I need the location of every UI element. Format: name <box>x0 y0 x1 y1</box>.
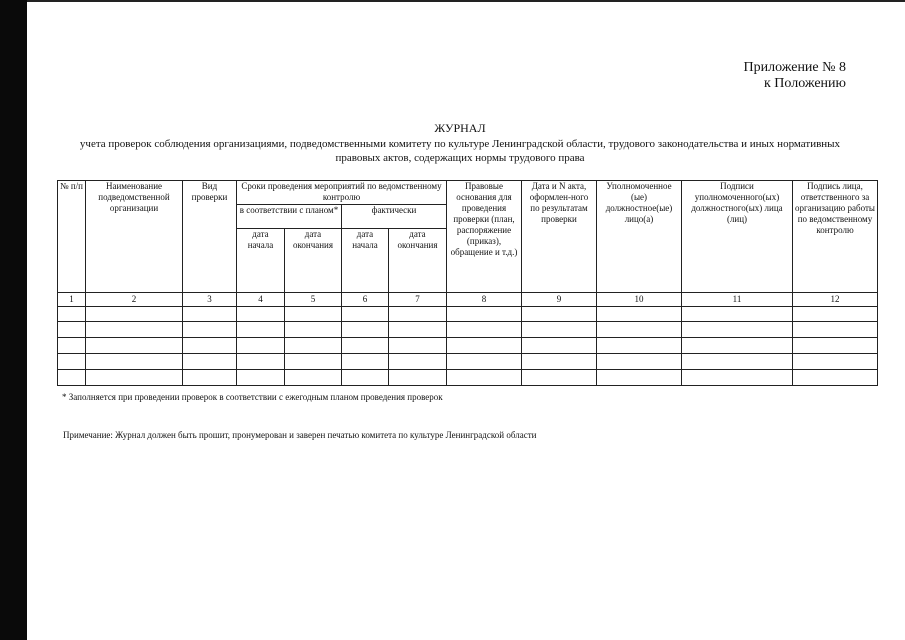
appendix-regulation: к Положению <box>763 76 846 91</box>
empty-cell <box>342 338 389 354</box>
empty-row <box>58 338 878 354</box>
column-number: 4 <box>237 293 285 307</box>
empty-cell <box>682 370 793 386</box>
empty-cell <box>237 370 285 386</box>
header-start-plan: дата начала <box>237 229 285 293</box>
empty-cell <box>597 370 682 386</box>
empty-cell <box>86 307 183 322</box>
empty-cell <box>58 354 86 370</box>
empty-cell <box>793 322 878 338</box>
column-number: 6 <box>342 293 389 307</box>
header-end-actual: дата окончания <box>389 229 447 293</box>
empty-cell <box>522 307 597 322</box>
empty-cell <box>58 370 86 386</box>
header-terms: Сроки проведения мероприятий по ведомственному контролю <box>237 181 447 205</box>
column-number-row <box>58 293 878 307</box>
empty-cell <box>237 338 285 354</box>
empty-cell <box>389 354 447 370</box>
column-number: 12 <box>793 293 878 307</box>
empty-cell <box>285 354 342 370</box>
empty-cell <box>389 322 447 338</box>
empty-cell <box>522 354 597 370</box>
column-number: 10 <box>597 293 682 307</box>
empty-cell <box>183 322 237 338</box>
empty-cell <box>86 370 183 386</box>
empty-cell <box>597 322 682 338</box>
header-official: Уполномоченное (ые) должностное(ые) лицо(а) <box>597 181 682 293</box>
empty-cell <box>682 322 793 338</box>
header-num: № п/п <box>58 181 86 293</box>
empty-cell <box>237 307 285 322</box>
appendix-number: Приложение № 8 <box>743 60 846 75</box>
header-actual: фактически <box>342 205 447 229</box>
document-subtitle: учета проверок соблюдения организациями, подведомственными комитету по культуре Ленинградской области, трудового законодательства и иных нормативных правовых актов, содержащих нормы трудового права <box>79 138 841 164</box>
header-org: Наименование подведомственной организации <box>86 181 183 293</box>
empty-row <box>58 370 878 386</box>
column-number: 8 <box>447 293 522 307</box>
empty-row <box>58 354 878 370</box>
header-signatures: Подписи уполномоченного(ых) должностного(ых) лица (лиц) <box>682 181 793 293</box>
column-number: 11 <box>682 293 793 307</box>
empty-cell <box>682 307 793 322</box>
empty-cell <box>342 307 389 322</box>
empty-cell <box>285 370 342 386</box>
empty-cell <box>447 338 522 354</box>
empty-cell <box>389 338 447 354</box>
header-by-plan: в соответствии с планом* <box>237 205 342 229</box>
header-start-actual: дата начала <box>342 229 389 293</box>
empty-cell <box>285 322 342 338</box>
empty-cell <box>183 338 237 354</box>
empty-cell <box>597 307 682 322</box>
journal-table <box>57 180 878 386</box>
header-end-plan: дата окончания <box>285 229 342 293</box>
empty-cell <box>58 322 86 338</box>
header-responsible: Подпись лица, ответственного за организацию работы по ведомственному контролю <box>793 181 878 293</box>
empty-cell <box>447 307 522 322</box>
empty-cell <box>793 338 878 354</box>
empty-cell <box>447 354 522 370</box>
empty-cell <box>447 370 522 386</box>
empty-cell <box>183 370 237 386</box>
empty-cell <box>447 322 522 338</box>
header-act: Дата и N акта, оформлен-ного по результатам проверки <box>522 181 597 293</box>
column-number: 2 <box>86 293 183 307</box>
document-title: ЖУРНАЛ <box>434 121 486 135</box>
empty-cell <box>522 338 597 354</box>
empty-cell <box>86 338 183 354</box>
appendix-reference <box>744 60 847 92</box>
footnote: * Заполняется при проведении проверок в соответствии с ежегодным планом проведения проверок <box>62 392 443 402</box>
empty-cell <box>342 322 389 338</box>
empty-cell <box>389 307 447 322</box>
empty-cell <box>58 307 86 322</box>
empty-cell <box>597 338 682 354</box>
empty-cell <box>285 307 342 322</box>
column-number: 5 <box>285 293 342 307</box>
empty-cell <box>342 354 389 370</box>
empty-cell <box>793 370 878 386</box>
column-number: 9 <box>522 293 597 307</box>
empty-cell <box>237 354 285 370</box>
column-number: 7 <box>389 293 447 307</box>
empty-cell <box>285 338 342 354</box>
empty-cell <box>86 322 183 338</box>
empty-cell <box>237 322 285 338</box>
header-legal: Правовые основания для проведения проверки (план, распоряжение (приказ), обращение и т.д.) <box>447 181 522 293</box>
binding-note: Примечание: Журнал должен быть прошит, пронумерован и заверен печатью комитета по культуре Ленинградской области <box>63 430 537 440</box>
empty-cell <box>389 370 447 386</box>
empty-cell <box>793 307 878 322</box>
empty-cell <box>86 354 183 370</box>
header-row <box>58 181 878 205</box>
scan-left-edge <box>0 0 27 640</box>
empty-cell <box>522 370 597 386</box>
column-number: 3 <box>183 293 237 307</box>
empty-cell <box>183 354 237 370</box>
empty-cell <box>183 307 237 322</box>
empty-cell <box>342 370 389 386</box>
empty-cell <box>793 354 878 370</box>
header-type: Вид проверки <box>183 181 237 293</box>
empty-cell <box>58 338 86 354</box>
empty-row <box>58 322 878 338</box>
empty-row <box>58 307 878 322</box>
scan-top-edge <box>27 0 905 2</box>
empty-cell <box>682 354 793 370</box>
column-number: 1 <box>58 293 86 307</box>
empty-cell <box>597 354 682 370</box>
empty-cell <box>522 322 597 338</box>
empty-cell <box>682 338 793 354</box>
